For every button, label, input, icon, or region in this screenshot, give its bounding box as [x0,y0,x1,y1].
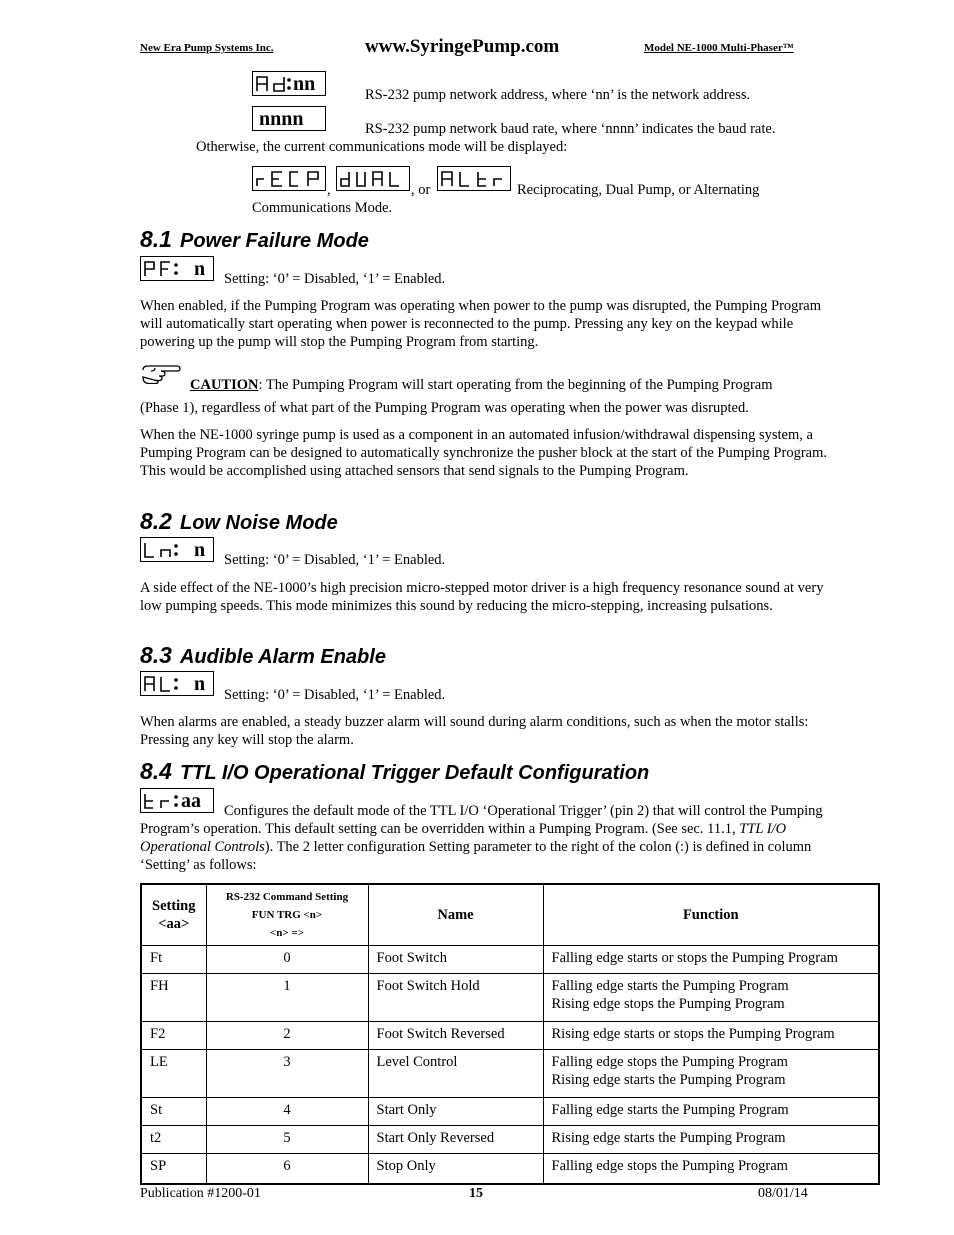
lcd-address-display [252,71,326,96]
footer-page-number: 15 [469,1186,483,1201]
mode-or: , or [411,182,431,198]
modes-description-2: Communications Mode. [252,200,393,216]
caution-text-2: (Phase 1), regardless of what part of the Pumping Program was operating when the power was disrupted. [140,400,749,416]
mode-comma: , [327,182,331,198]
section-8-4-heading [140,758,649,785]
trigger-paragraph-italic: TTL I/O Operational Controls [140,821,787,855]
pointing-hand-icon [141,362,181,389]
caution-line [190,376,773,394]
trigger-paragraph-a: Configures the default mode of the TTL I/O ‘Operational Trigger’ (pin 2) that will control the Pumping Program’s operation. This default setting can be overridden within a Pumping Program. (See sec. 11.1, [140,803,823,837]
pf-paragraph-2: When the NE-1000 syringe pump is used as a component in an automated infusion/withdrawal dispensing system, a Pumping Program can be designed to automatically synchronize the pusher block at the start of the Pumping Program. This would be accomplished using attached sensors that send signals to the Pumping Program. [140,427,827,479]
header-function: Function [543,884,879,946]
lcd-altr-glyphs [438,167,510,189]
caution-text: : The Pumping Program will start operating from the beginning of the Pumping Program [258,377,773,393]
lcd-baud-display [252,106,326,131]
pf-paragraph-1: When enabled, if the Pumping Program was operating when power to the pump was disrupted, the Pumping Program will automatically start operating when power is reconnected to the pump. Pressing any key on the keypad while powering up the pump will stop the Pumping Program from starting. [140,298,821,350]
section-8-2-heading [140,508,338,535]
section-8-3-heading [140,642,386,669]
lcd-power-failure-display [140,256,214,281]
footer-date: 08/01/14 [758,1186,808,1201]
lcd-address-suffix: nn [293,73,316,95]
trigger-paragraph-b: ). The 2 letter configuration Setting parameter to the right of the colon (:) is defined in column ‘Setting’ as follows: [140,839,812,873]
ln-setting-text: Setting: ‘0’ = Disabled, ‘1’ = Enabled. [224,552,446,568]
baud-description: RS-232 pump network baud rate, where ‘nnnn’ indicates the baud rate. [365,121,776,137]
lcd-baud-text: nnnn [259,108,304,130]
caution-label: CAUTION [190,377,259,393]
table-header-row [141,884,879,946]
section-title: TTL I/O Operational Trigger Default Configuration [179,762,650,784]
header-website: www.SyringePump.com [365,36,560,57]
table-row: LE 3 Level Control Falling edge stops the Pumping Program Rising edge starts the Pumping Program [141,1050,879,1098]
al-setting-text: Setting: ‘0’ = Disabled, ‘1’ = Enabled. [224,687,446,703]
header-company: New Era Pump Systems Inc. [140,42,274,54]
lcd-dual-display [336,166,410,191]
lcd-alternating-display [437,166,511,191]
header-model: Model NE-1000 Multi-Phaser™ [644,42,794,54]
header-setting: Setting <aa> [141,884,206,946]
otherwise-text: Otherwise, the current communications mode will be displayed: [196,139,568,155]
section-number: 8.1 [140,226,172,252]
section-8-1-heading [140,226,369,253]
lcd-pf-suffix: n [194,258,206,280]
al-paragraph: When alarms are enabled, a steady buzzer alarm will sound during alarm conditions, such as when the motor stalls: Pressing any key will stop the alarm. [140,714,809,748]
trigger-paragraph [140,802,830,874]
address-description: RS-232 pump network address, where ‘nn’ is the network address. [365,87,751,103]
section-number: 8.3 [140,642,172,668]
table-row: t2 5 Start Only Reversed Rising edge starts the Pumping Program [141,1126,879,1154]
table-row: St 4 Start Only Falling edge starts the Pumping Program [141,1098,879,1126]
lcd-reciprocating-display [252,166,326,191]
section-number: 8.4 [140,758,172,784]
section-title: Audible Alarm Enable [179,646,386,668]
lcd-tr-suffix: aa [181,790,201,812]
trigger-config-table [140,883,880,1185]
section-title: Power Failure Mode [179,230,369,252]
table-row: Ft 0 Foot Switch Falling edge starts or stops the Pumping Program [141,946,879,974]
lcd-al-suffix: n [194,673,206,695]
header-name: Name [368,884,543,946]
footer-publication: Publication #1200-01 [140,1186,261,1201]
modes-description: Reciprocating, Dual Pump, or Alternating [517,182,760,198]
table-row: F2 2 Foot Switch Reversed Rising edge starts or stops the Pumping Program [141,1022,879,1050]
lcd-low-noise-display [140,537,214,562]
lcd-ln-suffix: n [194,539,206,561]
section-title: Low Noise Mode [179,512,338,534]
table-row: FH 1 Foot Switch Hold Falling edge starts the Pumping Program Rising edge stops the Pumping Program [141,974,879,1022]
pf-setting-text: Setting: ‘0’ = Disabled, ‘1’ = Enabled. [224,271,446,287]
ln-paragraph: A side effect of the NE-1000’s high precision micro-stepped motor driver is a high frequency resonance sound at very low pumping speeds. This mode minimizes this sound by reducing the micro-stepping, increasing pulsations. [140,580,824,614]
header-rs232: RS-232 Command Setting FUN TRG <n> <n> => [206,884,368,946]
lcd-recp-glyphs [253,167,325,189]
section-number: 8.2 [140,508,172,534]
table-row: SP 6 Stop Only Falling edge stops the Pumping Program [141,1154,879,1184]
lcd-dual-glyphs [337,167,409,189]
lcd-alarm-display [140,671,214,696]
